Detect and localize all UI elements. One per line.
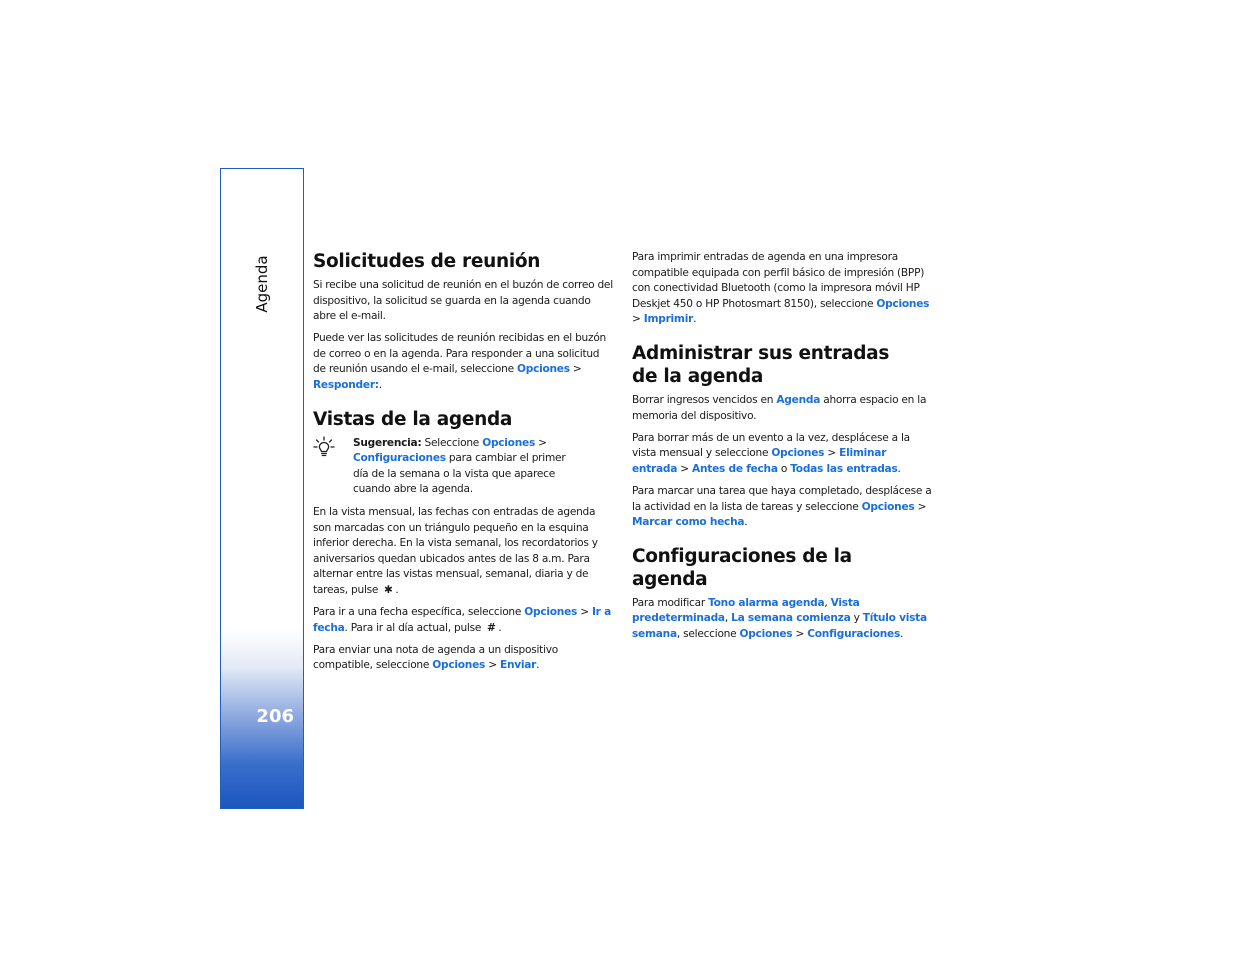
link-titulo-vista-semana: Título vista semana [632,612,927,640]
text: Puede ver las solicitudes de reunión recibidas en el buzón de correo o en la agenda. Para responder a una solicitud de reunión usando el e-mail, seleccione [313,332,607,376]
text-end: . [378,379,382,392]
separator: > [535,436,547,449]
hash-key-icon: # [486,621,496,634]
paragraph-administrar-3 [632,484,932,531]
text: . Para ir al día actual, pulse [344,621,485,634]
paragraph-solicitudes-2 [313,331,613,393]
tip-label: Sugerencia: [353,436,422,449]
paragraph-configuraciones [632,596,932,643]
text: , seleccione [676,627,740,640]
text: Para enviar una nota de agenda a un dispositivo compatible, seleccione [313,643,559,672]
paragraph-vistas-2 [313,605,613,636]
star-key-icon: ✱ [384,584,393,596]
link-vista-predeterminada: Vista predeterminada [632,596,860,625]
text-end: . [536,659,540,672]
separator: > [569,363,582,376]
heading-line-2: de la agenda [632,365,764,387]
separator: > [485,659,500,672]
link-opciones: Opciones [516,363,570,376]
separator: > [824,447,840,460]
text: y [850,612,863,625]
link-opciones: Opciones [739,627,793,640]
text: En la vista mensual, las fechas con entradas de agenda son marcadas con un triángulo pequeño en la esquina inferior derecha. En la vista semanal, los recordatorios y aniversarios quedan ubicados antes de las 8 a.m. Para alternar entre las vistas mensual, semanal, diaria y de tareas, pulse [313,506,598,596]
link-opciones: Opciones [482,436,535,449]
chapter-label: Agenda [253,255,271,313]
text-end: . [744,516,748,529]
separator: > [914,500,927,513]
tip-text [353,436,568,498]
link-responder: Responder: [313,379,379,392]
link-opciones: Opciones [861,500,915,513]
tip-box [313,436,568,498]
link-opciones: Opciones [432,659,486,672]
text: Para modificar [632,596,709,609]
link-la-semana-comienza: La semana comienza [731,612,851,625]
text: para cambiar el primer día de la semana o la vista que aparece cuando abre la agenda. [353,452,566,496]
separator: > [632,313,644,326]
separator: > [577,606,592,619]
link-opciones: Opciones [876,297,930,310]
link-configuraciones: Configuraciones [807,627,901,640]
paragraph-solicitudes-1: Si recibe una solicitud de reunión en el buzón de correo del dispositivo, la solicitud se guarda en la agenda cuando abre el e-mail. [313,279,613,323]
link-configuraciones: Configuraciones [353,452,446,465]
paragraph-vistas-3 [313,643,613,674]
right-column [632,250,932,649]
heading-administrar [632,342,932,388]
link-todas-las-entradas: Todas las entradas [790,462,898,475]
text-end: . [395,584,399,596]
text-end: . [897,462,901,475]
paragraph-vistas-1 [313,505,613,599]
link-enviar: Enviar [499,659,537,672]
text: Para ir a una fecha específica, seleccione [313,606,525,619]
separator: > [677,462,693,475]
heading-solicitudes: Solicitudes de reunión [313,251,541,272]
paragraph-imprimir [632,250,932,328]
text-end: . [693,313,697,326]
text-end: . [900,627,904,640]
page-number: 206 [256,706,294,727]
paragraph-administrar-1 [632,393,932,424]
separator: , [824,596,831,609]
separator: > [792,627,808,640]
link-opciones: Opciones [771,447,825,460]
text: Para imprimir entradas de agenda en una impresora compatible equipada con perfil básico de impresión (BPP) con conectividad Bluetooth (como la impresora móvil HP Deskjet 450 o HP Photosmart 8150), seleccione [632,251,925,310]
heading-vistas: Vistas de la agenda [313,408,513,430]
heading-configuraciones: Configuraciones de la agenda [632,545,852,590]
link-antes-de-fecha: Antes de fecha [692,462,778,475]
link-opciones: Opciones [524,606,578,619]
link-marcar-como-hecha: Marcar como hecha [632,516,745,529]
text: o [777,462,791,475]
text: Para marcar una tarea que haya completado, desplácese a la actividad en la lista de tareas y seleccione [632,484,932,513]
link-ir-a-fecha: Ir a fecha [313,606,611,634]
left-column [313,250,613,680]
text: Para borrar más de un evento a la vez, desplácese a la vista mensual y seleccione [632,431,910,460]
text: ahorra espacio en la memoria del dispositivo. [632,393,927,422]
text-end: . [498,621,502,634]
link-agenda: Agenda [776,393,821,406]
text: Seleccione [421,436,483,449]
lightbulb-icon [313,436,335,458]
separator: , [724,612,732,625]
link-tono-alarma-agenda: Tono alarma agenda [708,596,825,609]
paragraph-administrar-2 [632,431,932,478]
link-eliminar-entrada: Eliminar entrada [632,447,887,475]
heading-line-1: Administrar sus entradas [632,342,890,364]
text: Borrar ingresos vencidos en [632,393,777,406]
link-imprimir: Imprimir [643,313,694,326]
